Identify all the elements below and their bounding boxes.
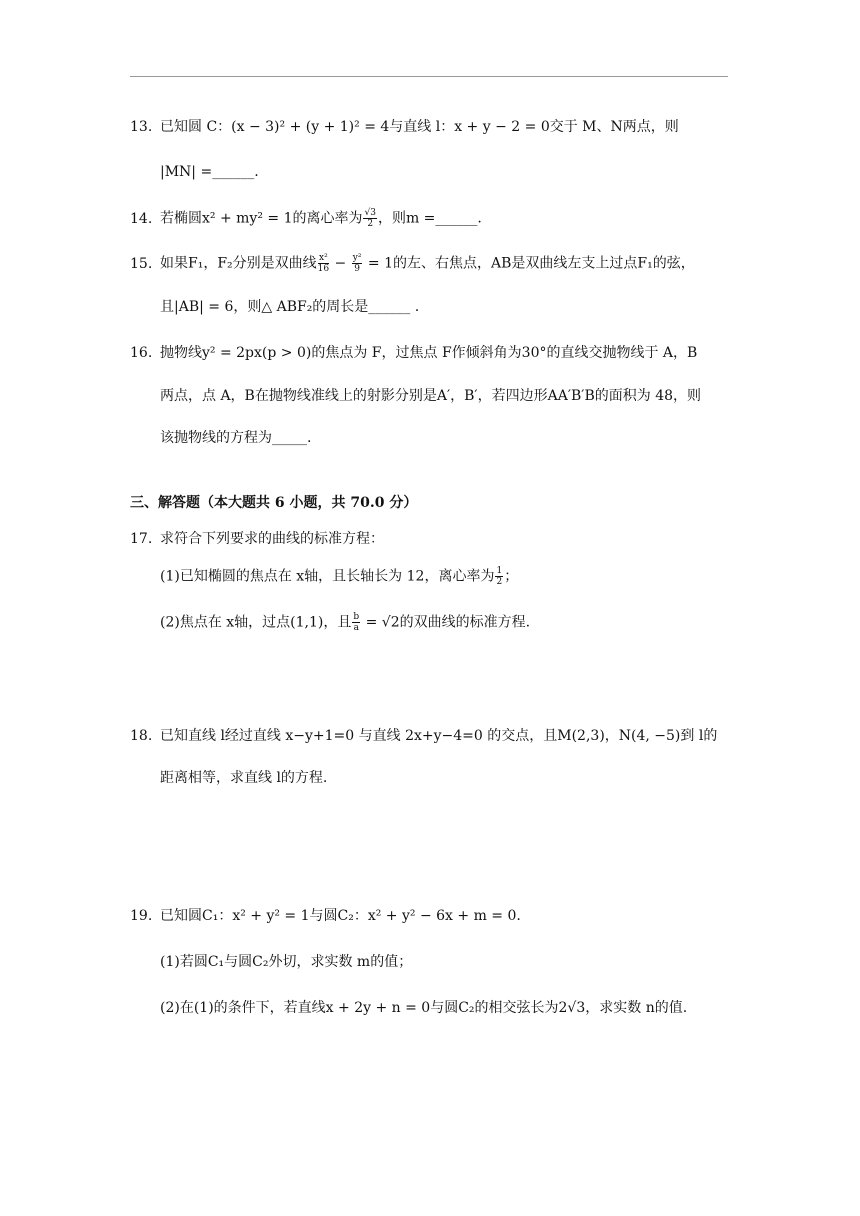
fraction (318, 253, 329, 274)
fraction (352, 612, 360, 633)
section-heading: 三、解答题（本大题共 6 小题，共 70.0 分） (130, 495, 418, 511)
fraction-numerator: √3 (364, 208, 376, 218)
question-13-line-1 (130, 117, 679, 137)
question-number: 19. (130, 908, 153, 924)
question-19-part-1 (160, 952, 412, 972)
minus-sign: − (330, 255, 351, 272)
question-text: 求符合下列要求的曲线的标准方程： (160, 531, 384, 547)
fraction (352, 253, 363, 274)
fraction-denominator: 9 (354, 264, 360, 274)
fraction-denominator: 2 (367, 219, 374, 229)
fraction-numerator: x² (319, 253, 328, 263)
question-19-part-2 (160, 998, 687, 1018)
question-text: 距离相等，求直线 l的方程. (160, 770, 328, 786)
question-text: = √2的双曲线的标准方程. (361, 614, 531, 631)
question-text: 如果F₁，F₂分别是双曲线 (160, 255, 317, 272)
fraction-denominator: 2 (496, 577, 503, 587)
fraction-numerator: y² (352, 253, 362, 263)
question-19-stem (130, 906, 521, 926)
question-text: = 1的左、右焦点，AB是双曲线左支上过点F₁的弦， (363, 255, 695, 272)
question-text: 抛物线y² = 2px(p > 0)的焦点为 F，过焦点 F作倾斜角为30°的直线交抛物线于 A，B (160, 345, 698, 361)
question-16-line-1 (130, 343, 697, 363)
question-17-part-1 (160, 566, 518, 587)
question-number: 17. (130, 531, 153, 547)
question-17-stem (130, 529, 384, 549)
question-number: 13. (130, 119, 153, 135)
fraction-numerator: b (353, 612, 360, 622)
question-18-line-1 (130, 726, 717, 746)
fraction-denominator: 16 (317, 264, 330, 274)
fraction-numerator: 1 (496, 566, 503, 576)
question-14 (130, 208, 482, 229)
question-text: 两点，点 A，B在抛物线准线上的射影分别是A′，B′，若四边形AA′B′B的面积为 48，则 (160, 388, 702, 404)
question-text: 已知直线 l经过直线 x−y+1=0 与直线 2x+y−4=0 的交点，且M(2,3)，N(4, −5)到 l的 (160, 728, 718, 744)
question-number: 18. (130, 728, 153, 744)
question-text: 若椭圆x² + my² = 1的离心率为 (160, 210, 363, 227)
question-number: 14. (130, 210, 153, 227)
question-text: 已知圆 C：(x − 3)² + (y + 1)² = 4与直线 l：x + y − 2 = 0交于 M、N两点，则 (160, 119, 679, 135)
question-text: (2)焦点在 x轴，过点(1,1)，且 (160, 614, 352, 631)
question-text: |MN| =______. (160, 164, 259, 180)
question-text: (1)若圆C₁与圆C₂外切，求实数 m的值； (160, 954, 413, 970)
question-13-line-2 (160, 162, 259, 182)
fraction (363, 208, 376, 229)
question-15-line-2 (160, 297, 419, 317)
question-18-line-2 (160, 768, 327, 788)
question-text: 已知圆C₁：x² + y² = 1与圆C₂：x² + y² − 6x + m = 0. (160, 908, 521, 924)
question-text: 且|AB| = 6，则△ ABF₂的周长是______ . (160, 299, 420, 315)
question-text: (2)在(1)的条件下，若直线x + 2y + n = 0与圆C₂的相交弦长为2√3，求实数 n的值. (160, 1000, 688, 1016)
question-text: (1)已知椭圆的焦点在 x轴，且长轴长为 12，离心率为 (160, 568, 495, 585)
fraction (495, 566, 503, 587)
fraction-denominator: a (353, 623, 359, 633)
header-rule (130, 76, 728, 77)
question-17-part-2 (160, 612, 530, 633)
question-number: 16. (130, 345, 153, 361)
question-16-line-2 (160, 386, 701, 406)
question-text: ； (504, 568, 519, 585)
question-number: 15. (130, 255, 153, 272)
question-16-line-3 (160, 428, 311, 448)
question-text: 该抛物线的方程为_____. (160, 430, 312, 446)
question-text: ，则m =______. (377, 210, 482, 227)
question-15-line-1 (130, 253, 695, 274)
